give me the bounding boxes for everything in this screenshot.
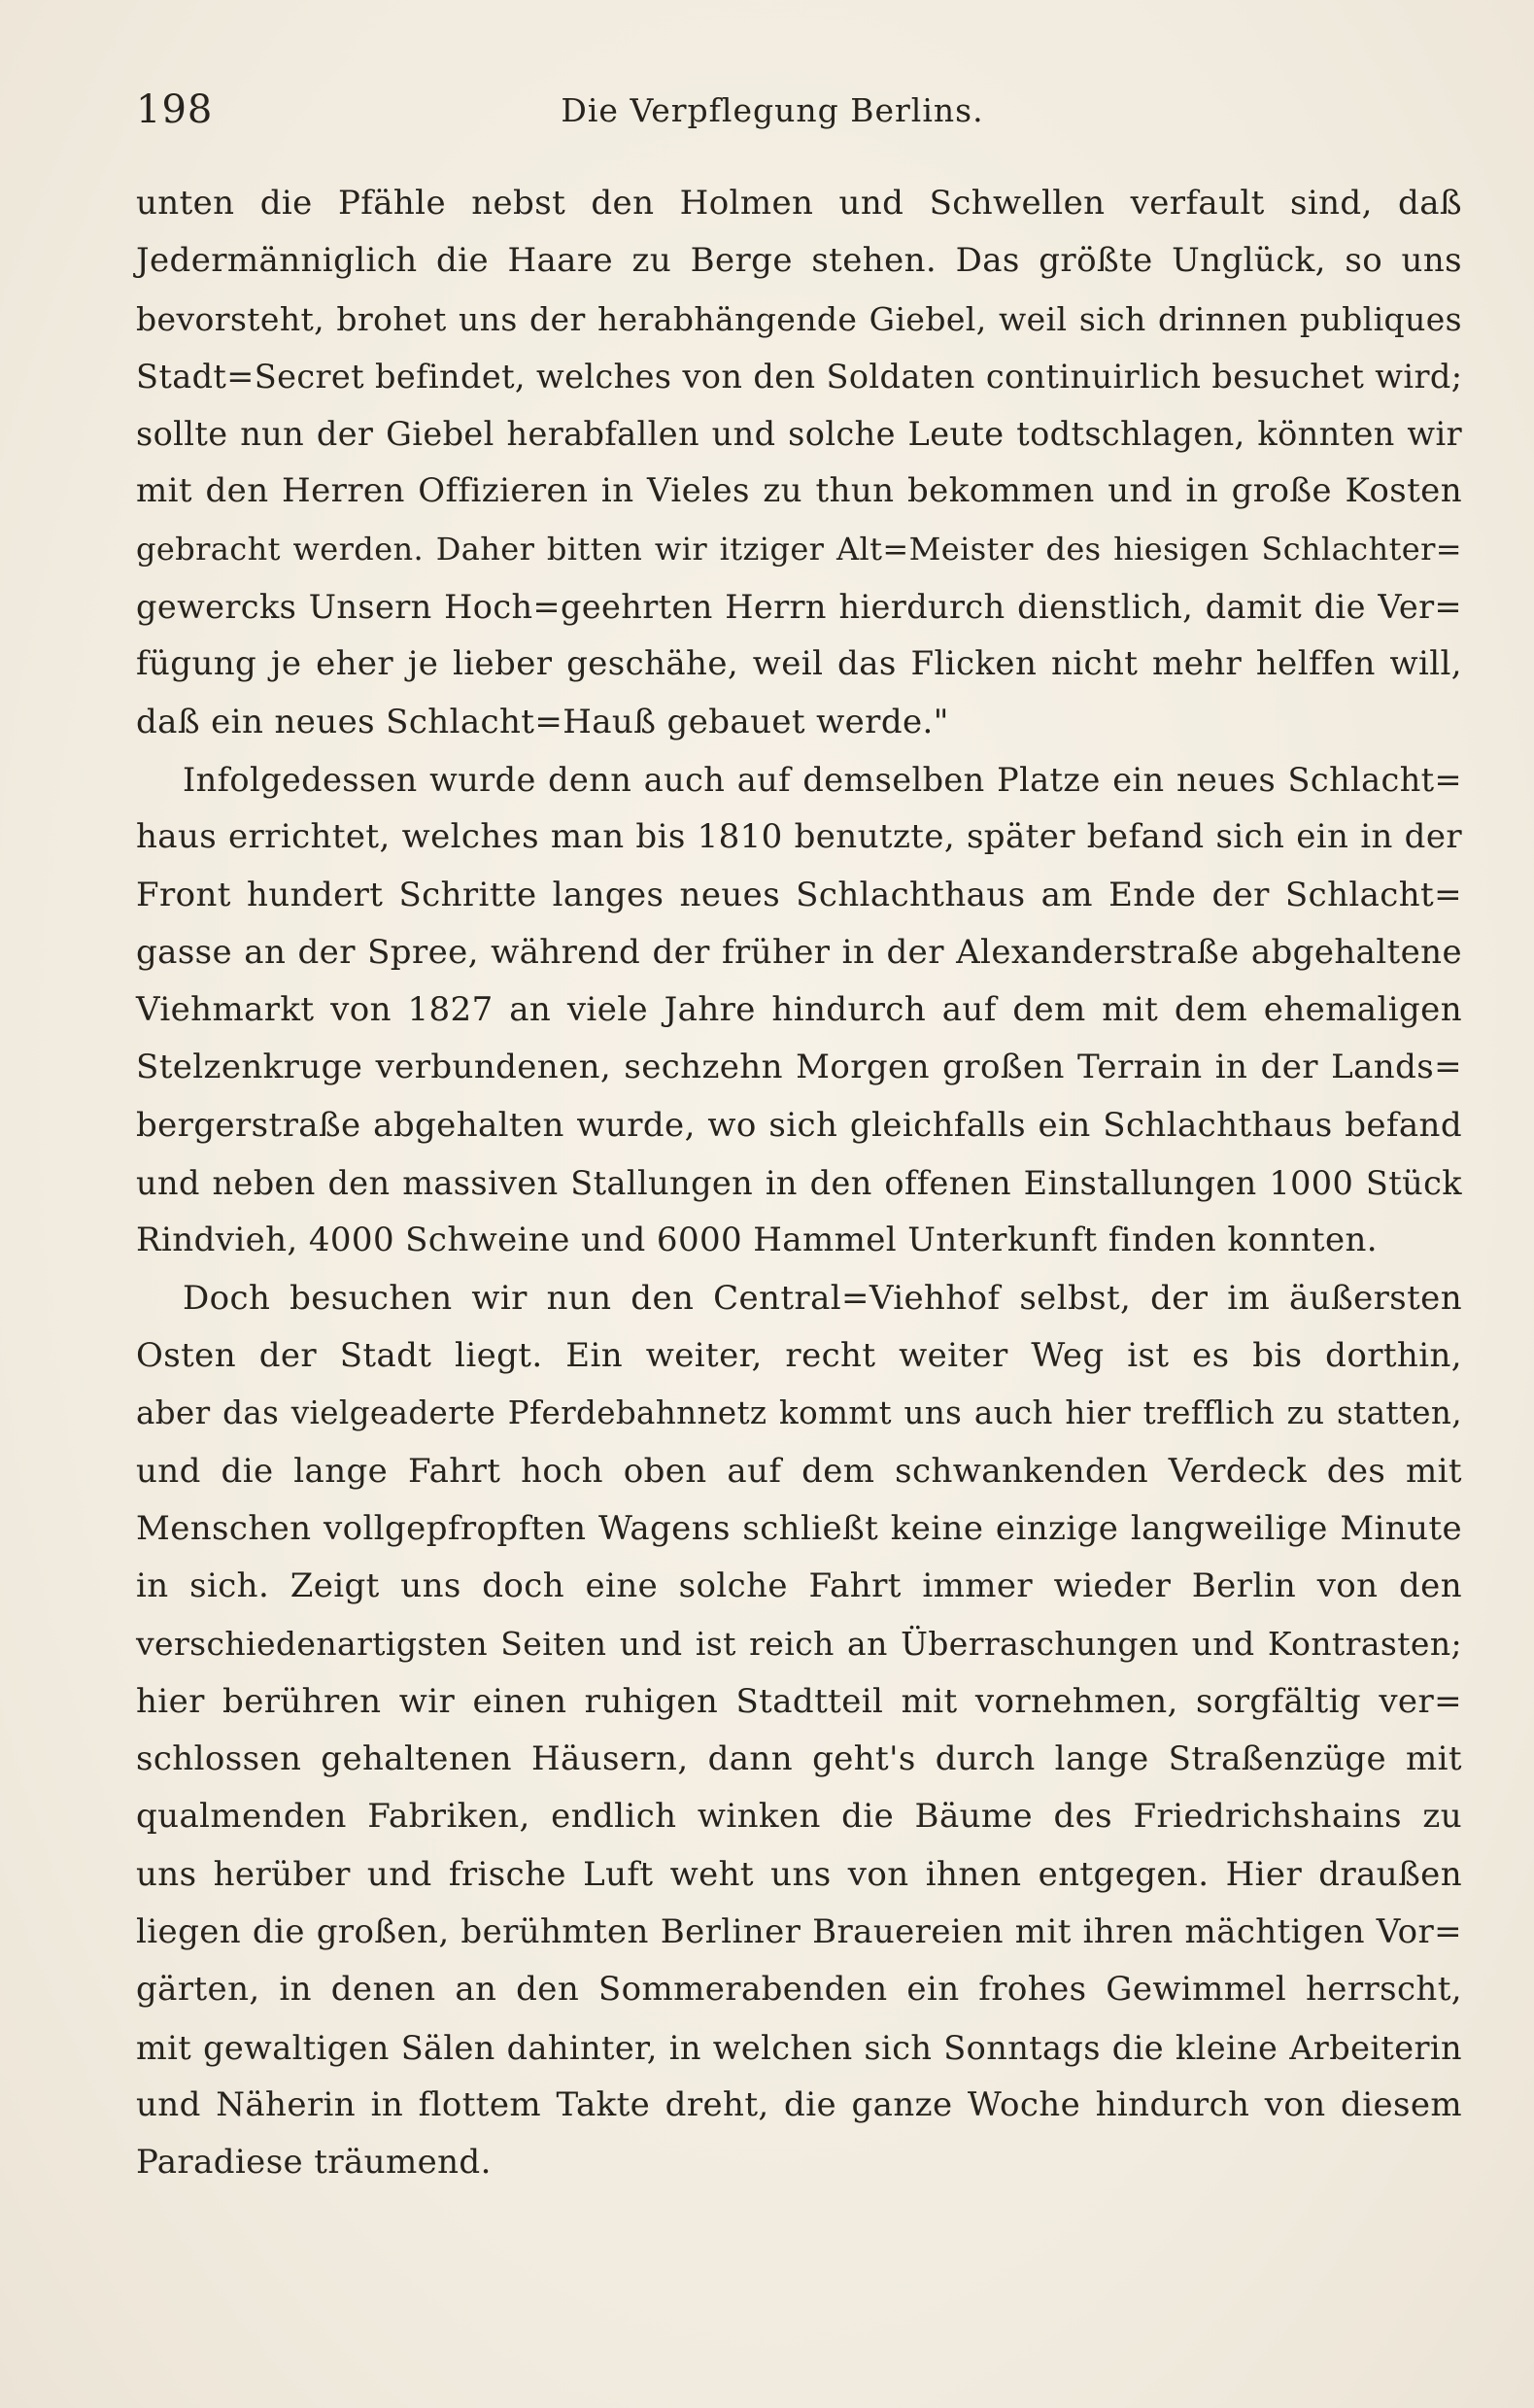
text-line: liegen die großen, berühmten Berliner Brauereien mit ihren mächtigen Vor= [136, 1911, 1462, 1951]
text-line: Stelzenkruge verbundenen, sechzehn Morgen großen Terrain in der Lands= [136, 1048, 1462, 1087]
text-line: bergerstraße abgehalten wurde, wo sich gleichfalls ein Schlachthaus befand [136, 1105, 1462, 1145]
text-line: sollte nun der Giebel herabfallen und solche Leute todtschlagen, könnten wir [136, 415, 1462, 454]
text-line: und neben den massiven Stallungen in den offenen Einstallungen 1000 Stück [136, 1164, 1462, 1203]
text-line: Paradiese träumend. [136, 2143, 492, 2183]
page-header [136, 87, 1409, 146]
text-line: mit den Herren Offizieren in Vieles zu thun bekommen und in große Kosten [136, 471, 1462, 511]
text-line: und Näherin in flottem Takte dreht, die ganze Woche hindurch von diesem [136, 2084, 1462, 2124]
text-line: schlossen gehaltenen Häusern, dann geht's durch lange Straßenzüge mit [136, 1739, 1462, 1779]
text-line: Menschen vollgepfropften Wagens schließt keine einzige langweilige Minute [136, 1508, 1462, 1548]
text-line: Infolgedessen wurde denn auch auf demselben Platze ein neues Schlacht= [183, 760, 1462, 799]
text-line: gewercks Unsern Hoch=geehrten Herrn hierdurch dienstlich, damit die Ver= [136, 588, 1462, 627]
text-line: verschiedenartigsten Seiten und ist reich an Überraschungen und Kontrasten; [136, 1625, 1462, 1664]
text-line: Osten der Stadt liegt. Ein weiter, recht weiter Weg ist es bis dorthin, [136, 1335, 1462, 1375]
text-line: haus errichtet, welches man bis 1810 benutzte, später befand sich ein in der [136, 817, 1462, 857]
text-line: in sich. Zeigt uns doch eine solche Fahrt immer wieder Berlin von den [136, 1566, 1462, 1606]
text-line: gärten, in denen an den Sommerabenden ein frohes Gewimmel herrscht, [136, 1970, 1462, 2010]
text-line: Front hundert Schritte langes neues Schlachthaus am Ende der Schlacht= [136, 875, 1462, 914]
text-line: und die lange Fahrt hoch oben auf dem schwankenden Verdeck des mit [136, 1451, 1462, 1491]
body-text [136, 175, 1462, 2191]
text-line: unten die Pfähle nebst den Holmen und Schwellen verfault sind, daß [136, 184, 1462, 223]
text-line: mit gewaltigen Sälen dahinter, in welchen sich Sonntags die kleine Arbeiterin [136, 2028, 1462, 2067]
text-line: hier berühren wir einen ruhigen Stadtteil mit vornehmen, sorgfältig ver= [136, 1681, 1462, 1721]
text-line: uns herüber und frische Luft weht uns von ihnen entgegen. Hier draußen [136, 1854, 1462, 1894]
text-line: Viehmarkt von 1827 an viele Jahre hindurch auf dem mit dem ehemaligen [136, 990, 1462, 1030]
text-line: aber das vielgeaderte Pferdebahnnetz kommt uns auch hier trefflich zu statten, [136, 1394, 1462, 1432]
text-line: Doch besuchen wir nun den Central=Viehhof selbst, der im äußersten [183, 1278, 1462, 1318]
running-title: Die Verpflegung Berlins. [561, 91, 984, 129]
text-line: bevorsteht, brohet uns der herabhängende Giebel, weil sich drinnen publiques [136, 299, 1462, 338]
text-line: qualmenden Fabriken, endlich winken die Bäume des Friedrichshains zu [136, 1797, 1462, 1837]
text-line: Rindvieh, 4000 Schweine und 6000 Hammel Unterkunft finden konnten. [136, 1221, 1378, 1260]
text-line: Jedermänniglich die Haare zu Berge stehen. Das größte Unglück, so uns [136, 241, 1462, 281]
page-number: 198 [136, 87, 214, 132]
text-line: daß ein neues Schlacht=Hauß gebauet werde." [136, 702, 949, 741]
text-line: Stadt=Secret befindet, welches von den Soldaten continuirlich besuchet wird; [136, 357, 1463, 396]
text-line: gasse an der Spree, während der früher in der Alexanderstraße abgehaltene [136, 932, 1462, 972]
text-line: fügung je eher je lieber geschähe, weil das Flicken nicht mehr helffen will, [136, 644, 1462, 684]
text-line: gebracht werden. Daher bitten wir itziger Alt=Meister des hiesigen Schlachter= [136, 530, 1462, 568]
